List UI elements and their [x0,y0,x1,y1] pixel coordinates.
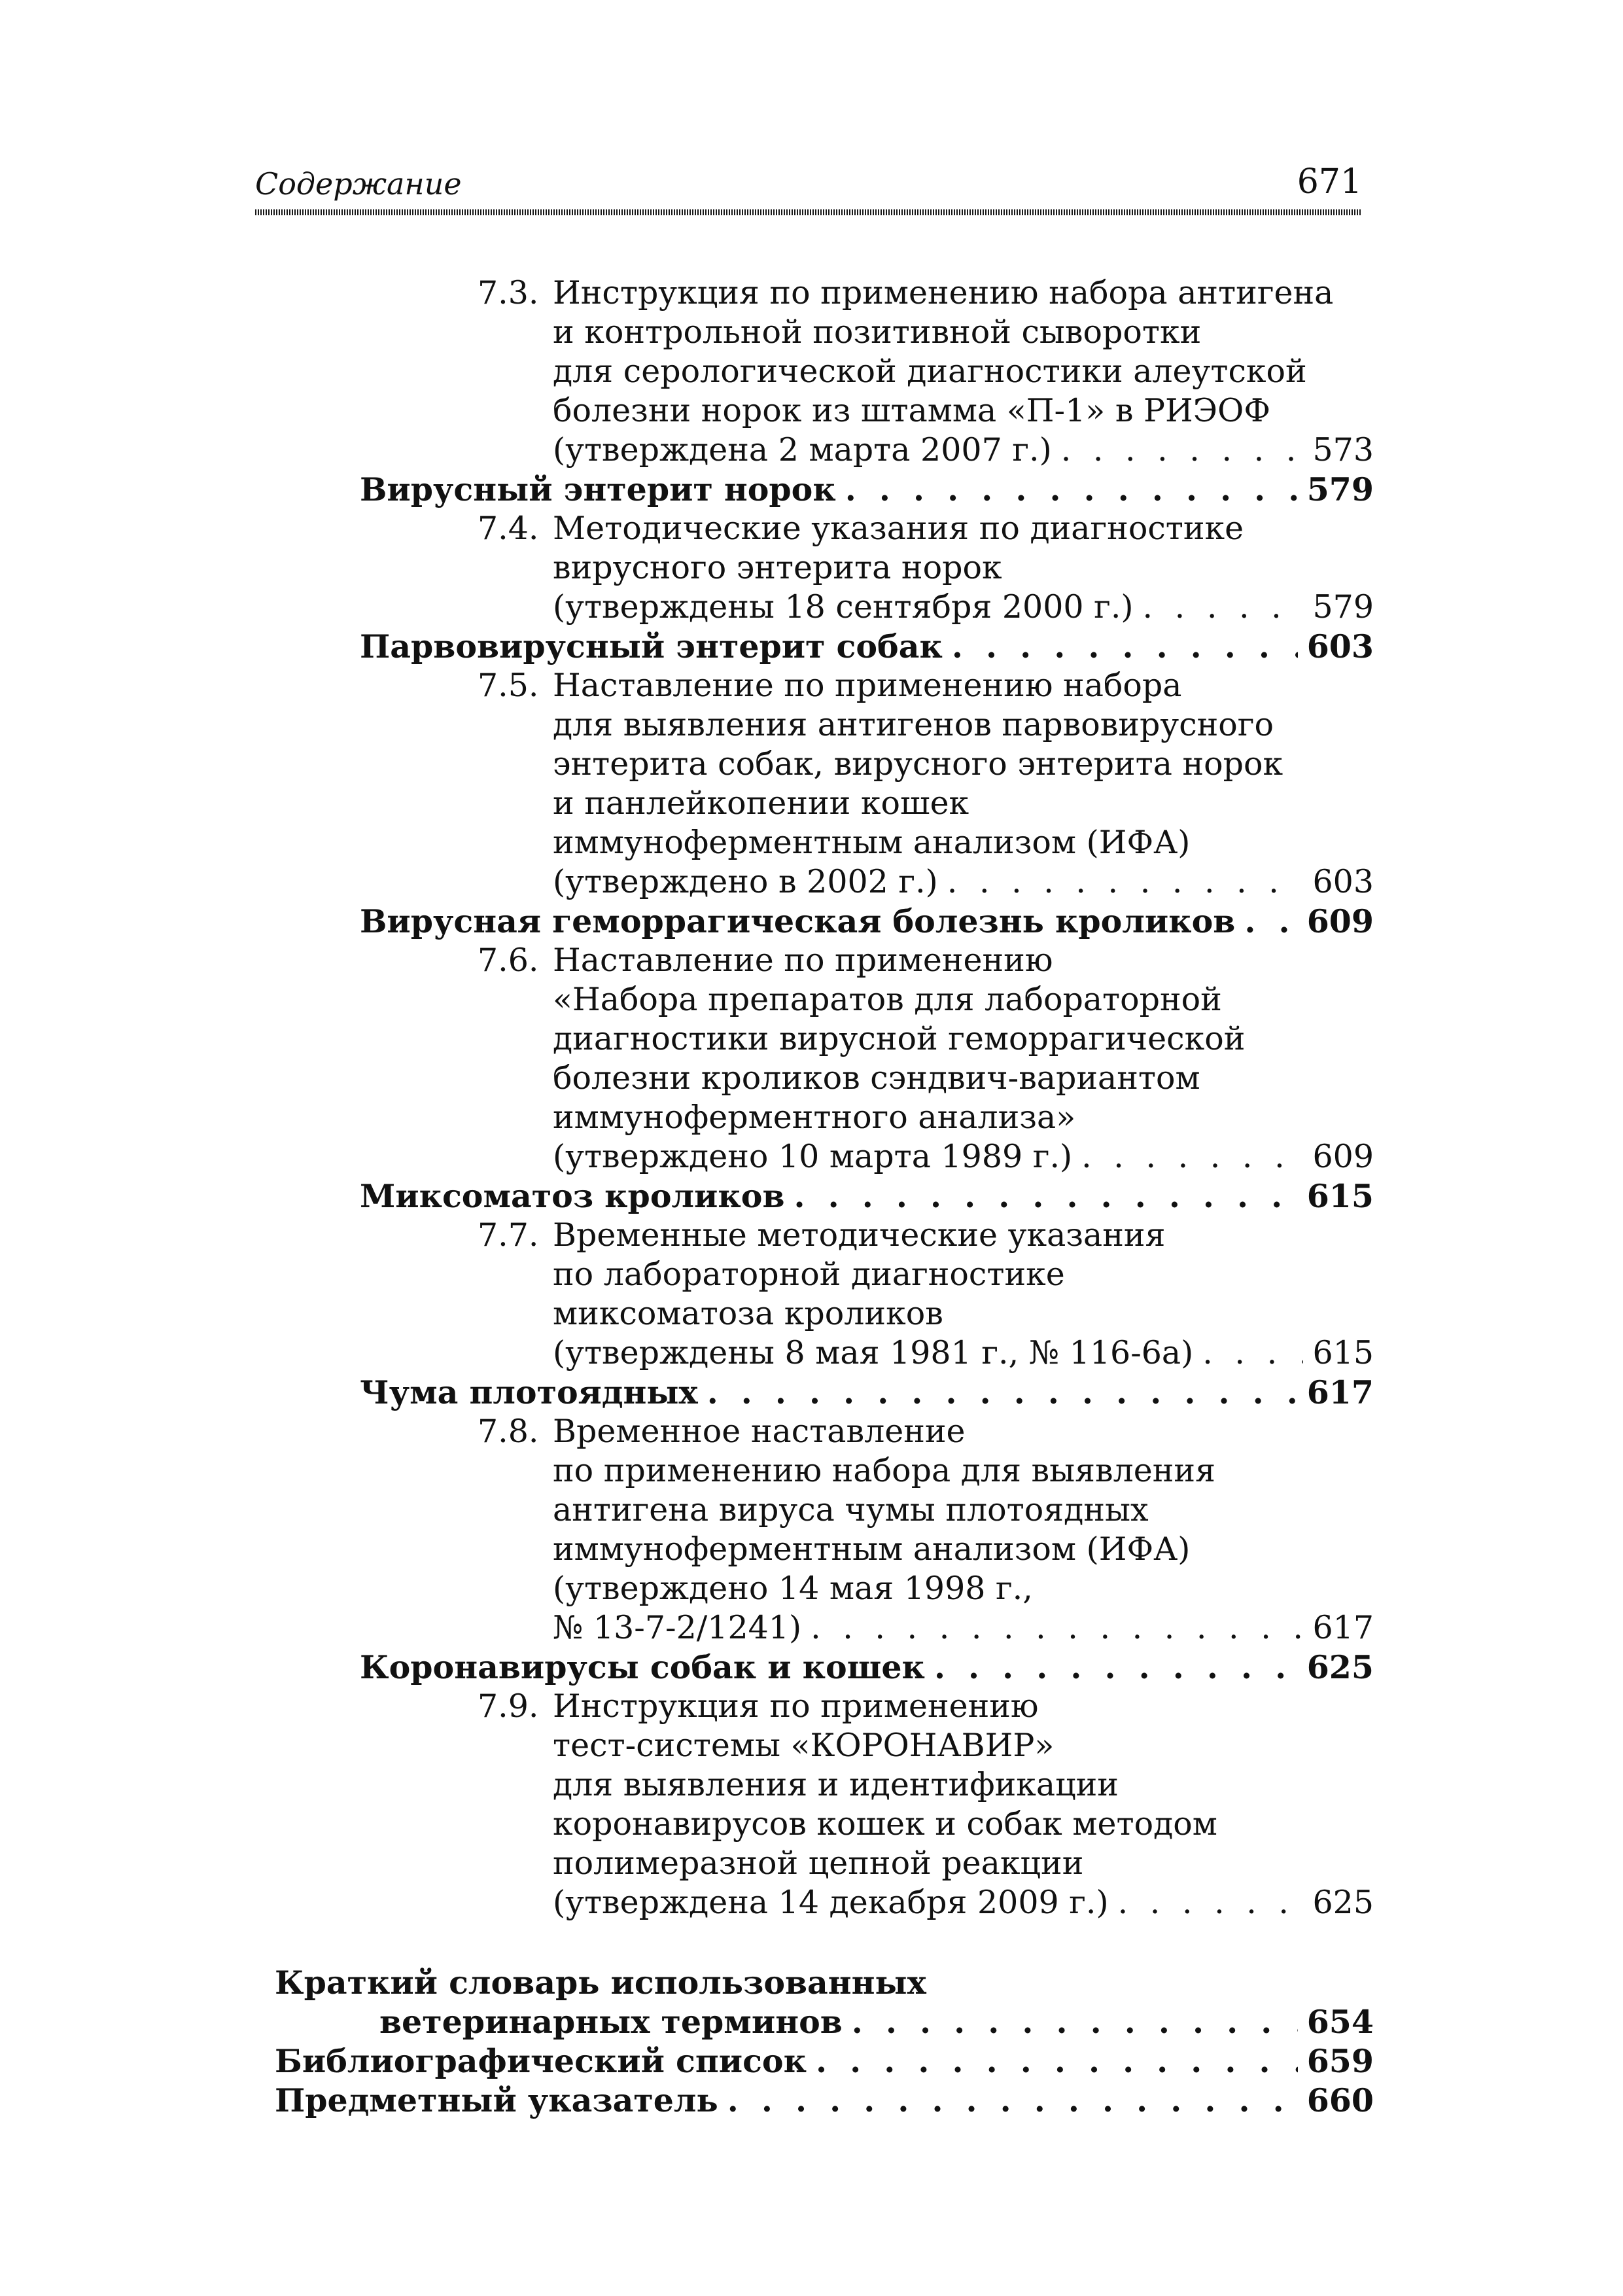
toc-section-entry [275,1648,1374,1687]
dot-leader [934,1648,1298,1687]
entry-number: 7.7. [478,1216,539,1254]
entry-text: «Набора препаратов для лабораторной [553,981,1222,1018]
toc-line [275,2081,1374,2120]
entry-text: для выявления антигенов парвовирусного [553,706,1274,743]
entry-text: болезни кроликов сэндвич-вариантом [553,1059,1200,1097]
page-ref: 603 [1312,863,1374,900]
section-title: Миксоматоз кроликов [360,1177,785,1215]
section-title: Вирусный энтерит норок [360,470,836,508]
page-ref: 617 [1312,1609,1374,1646]
toc-line [553,1608,1374,1648]
page-ref: 625 [1312,1884,1374,1921]
dot-leader [707,1373,1298,1412]
page-ref: 615 [1306,1177,1374,1215]
entry-text: № 13-7-2/1241) [553,1609,802,1646]
entry-text: (утверждено в 2002 г.) [553,863,938,900]
header-rule [255,209,1361,215]
entry-text: миксоматоза кроликов [553,1295,943,1332]
entry-number: 7.3. [478,274,539,311]
dot-leader [952,627,1298,666]
entry-text: и контрольной позитивной сыворотки [553,313,1202,351]
toc-line [360,470,1374,509]
entry-text: вирусного энтерита норок [553,549,1002,586]
toc-document-entry [275,274,1374,470]
entry-number: 7.4. [478,510,539,547]
entry-text: Библиографический список [275,2042,807,2080]
page-ref: 603 [1306,627,1374,665]
entry-text: (утверждена 14 декабря 2009 г.) [553,1884,1109,1921]
entry-text: Временное наставление [553,1413,966,1450]
page-ref: 625 [1306,1648,1374,1686]
page-ref: 579 [1306,470,1374,508]
entry-text: (утверждена 2 марта 2007 г.) [553,431,1052,468]
entry-text: коронавирусов кошек и собак методом [553,1805,1217,1843]
toc-section-entry [275,902,1374,941]
toc-line [553,431,1374,470]
page-header [255,162,1362,202]
entry-text: Методические указания по диагностике [553,510,1244,547]
page-ref: 659 [1306,2042,1374,2080]
entry-text: антигена вируса чумы плотоядных [553,1491,1149,1528]
page-ref: 660 [1306,2081,1374,2119]
toc-document-entry [275,1687,1374,1922]
dot-leader [1081,1137,1303,1176]
toc-section-entry [275,470,1374,509]
entry-text: (утверждено 14 мая 1998 г., [553,1570,1033,1607]
dot-leader [1202,1333,1303,1373]
toc-line [553,588,1374,627]
toc-line [275,2041,1374,2081]
page-ref: 617 [1306,1373,1374,1411]
dot-leader [1118,1883,1304,1922]
page-ref: 609 [1312,1138,1374,1175]
toc-line [360,902,1374,941]
page-ref: 615 [1312,1334,1374,1371]
dot-leader [1061,431,1304,470]
toc-section-entry [275,1176,1374,1216]
page-ref: 573 [1312,431,1374,468]
page-ref: 654 [1306,2003,1374,2041]
toc-line [360,1648,1374,1687]
dot-leader [727,2081,1298,2120]
toc-document-entry [275,666,1374,902]
section-title: Чума плотоядных [360,1373,698,1411]
toc-document-entry [275,941,1374,1176]
entry-text: диагностики вирусной геморрагической [553,1020,1246,1057]
toc-back-matter-entry [275,2041,1374,2081]
entry-text: иммуноферментным анализом (ИФА) [553,1530,1191,1568]
entry-text: Инструкция по применению набора антигена [553,274,1334,311]
toc-document-entry [275,1412,1374,1648]
entry-text: по применению набора для выявления [553,1452,1215,1489]
dot-leader [816,2041,1298,2081]
entry-number: 7.6. [478,942,539,979]
entry-text: и панлейкопении кошек [553,785,969,822]
dot-leader [1143,588,1304,627]
entry-text: (утверждены 18 сентября 2000 г.) [553,588,1134,626]
entry-text: Временные методические указания [553,1216,1166,1254]
entry-text: болезни норок из штамма «П-1» в РИЭОФ [553,392,1271,429]
entry-text: иммуноферментного анализа» [553,1099,1076,1136]
dot-leader [845,470,1298,509]
dot-leader [794,1176,1298,1216]
toc-document-entry [275,1216,1374,1373]
entry-text: тест-системы «КОРОНАВИР» [553,1727,1055,1764]
toc-line [360,1373,1374,1412]
table-of-contents [275,274,1374,2120]
entry-text: полимеразной цепной реакции [553,1845,1084,1882]
entry-number: 7.8. [478,1413,539,1450]
entry-text: по лабораторной диагностике [553,1256,1065,1293]
entry-text: Краткий словарь использованных [275,1964,926,2002]
dot-leader [852,2002,1298,2041]
section-title: Парвовирусный энтерит собак [360,627,943,665]
entry-text: Предметный указатель [275,2081,718,2119]
entry-number: 7.5. [478,667,539,704]
toc-section-entry [275,627,1374,666]
page-number: 671 [1297,162,1362,202]
toc-line [553,1137,1374,1176]
toc-line [360,627,1374,666]
section-title: Коронавирусы собак и кошек [360,1648,925,1686]
dot-leader [947,862,1304,902]
toc-back-matter-entry [275,1963,1374,2041]
entry-text: энтерита собак, вирусного энтерита норок [553,745,1283,783]
toc-line [553,862,1374,902]
toc-line [360,1176,1374,1216]
toc-document-entry [275,509,1374,627]
entry-text: Инструкция по применению [553,1687,1039,1725]
entry-text: ветеринарных терминов [379,2003,843,2041]
toc-back-matter-entry [275,2081,1374,2120]
page-ref: 579 [1312,588,1374,626]
entry-text: (утверждено 10 марта 1989 г.) [553,1138,1073,1175]
entry-text: Наставление по применению [553,942,1053,979]
dot-leader [1244,902,1297,941]
entry-text: иммуноферментным анализом (ИФА) [553,824,1191,861]
entry-text: для серологической диагностики алеутской [553,353,1307,390]
toc-line [275,2002,1374,2041]
entry-number: 7.9. [478,1687,539,1725]
entry-text: для выявления и идентификации [553,1766,1119,1803]
section-title: Вирусная геморрагическая болезнь кроликов [360,902,1236,940]
dot-leader [811,1608,1303,1648]
toc-line [553,1333,1374,1373]
running-title: Содержание [255,166,462,202]
entry-text: (утверждены 8 мая 1981 г., № 116-6а) [553,1334,1194,1371]
toc-section-entry [275,1373,1374,1412]
toc-line [553,1883,1374,1922]
entry-text: Наставление по применению набора [553,667,1182,704]
page-ref: 609 [1306,902,1374,940]
